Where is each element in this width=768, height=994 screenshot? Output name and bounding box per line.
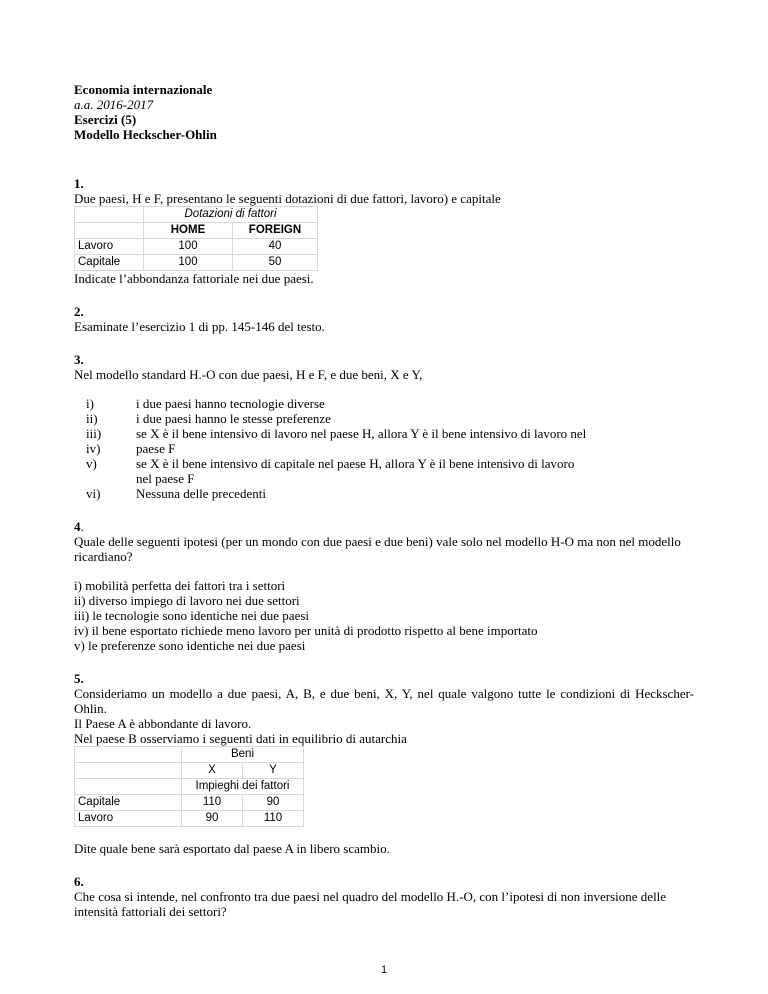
table-subcaption: Impieghi dei fattori <box>182 779 304 795</box>
table-row <box>75 779 304 795</box>
ex1-endowment-table <box>74 206 318 271</box>
ex5-factor-table <box>74 746 304 827</box>
model-title: Modello Heckscher-Ohlin <box>74 127 217 142</box>
row-label: Lavoro <box>75 239 144 255</box>
table-row <box>75 255 318 271</box>
ex4-text: Quale delle seguenti ipotesi (per un mondo con due paesi e due beni) vale solo nel modello H-O ma non nel modello ricardiano? <box>74 534 681 564</box>
row-label: Capitale <box>75 255 144 271</box>
table-cell: 110 <box>182 795 243 811</box>
list-item: v) se X è il bene intensivo di capitale nel paese H, allora Y è il bene intensivo di lavoro nel paese F <box>86 456 575 486</box>
table-cell: 50 <box>233 255 318 271</box>
ex5-question: Dite quale bene sarà esportato dal paese A in libero scambio. <box>74 841 390 856</box>
table-cell: 100 <box>144 255 233 271</box>
list-item: i) i due paesi hanno tecnologie diverse <box>86 396 325 411</box>
table-row <box>75 763 304 779</box>
list-item: iii) le tecnologie sono identiche nei due paesi <box>74 608 310 623</box>
table-cell: 90 <box>182 811 243 827</box>
table-row <box>75 223 318 239</box>
ex3-options-list <box>74 396 714 501</box>
col-header-foreign: FOREIGN <box>233 223 318 239</box>
row-label: Lavoro <box>75 811 182 827</box>
ex3-number: 3. <box>74 352 84 367</box>
page-number: 1 <box>380 964 388 976</box>
col-header-x: X <box>182 763 243 779</box>
academic-year: a.a. 2016-2017 <box>74 97 154 112</box>
list-item: vi) Nessuna delle precedenti <box>86 486 266 501</box>
list-item: i) mobilità perfetta dei fattori tra i settori <box>74 578 286 593</box>
ex1-text: Due paesi, H e F, presentano le seguenti dotazioni di due fattori, lavoro) e capitale <box>74 191 501 206</box>
ex6-number: 6. <box>74 874 84 889</box>
ex5-number: 5. <box>74 671 84 686</box>
table-cell: 100 <box>144 239 233 255</box>
ex5-line2: Il Paese A è abbondante di lavoro. <box>74 716 252 731</box>
row-label: Capitale <box>75 795 182 811</box>
ex1-number: 1. <box>74 176 84 191</box>
exercise-set: Esercizi (5) <box>74 112 137 127</box>
table-row <box>75 239 318 255</box>
table-cell: 110 <box>243 811 304 827</box>
course-title: Economia internazionale <box>74 82 213 97</box>
list-item: ii) i due paesi hanno le stesse preferenze <box>86 411 331 426</box>
table-row <box>75 811 304 827</box>
list-item: iv) paese F <box>86 441 176 456</box>
list-item: iv) il bene esportato richiede meno lavoro per unità di prodotto rispetto al bene importato <box>74 623 538 638</box>
ex5-text: Consideriamo un modello a due paesi, A, B, e due beni, X, Y, nel quale valgono tutte le condizioni di Heckscher-Ohlin. <box>74 686 694 716</box>
ex2-text: Esaminate l’esercizio 1 di pp. 145-146 del testo. <box>74 319 325 334</box>
ex2-number: 2. <box>74 304 84 319</box>
ex4-number: 4 <box>74 519 81 534</box>
table-cell: 90 <box>243 795 304 811</box>
document-page: Economia internazionale a.a. 2016-2017 Esercizi (5) Modello Heckscher-Ohlin 1. Due paesi, H e F, presentano le seguenti dotazioni di due fattori, lavoro) e capitale Dotazioni di fattori HOME FOREIGN Lavoro 100 40 Capitale 100 50 Indicate l’abbondanza fattoriale nei due paesi. 2. Esaminate l’esercizio 1 di pp. 145-146 del testo. 3. Nel modello standard H.-O con due paesi, H e F, e due beni, X e Y, i) i due paesi hanno tecnologie diverse ii) i due paesi hanno le stesse preferenze iii) se X è il bene intensivo di lavoro nel paese H, allora Y è il bene intensivo di lavoro nel iv) paese F v) se X è il bene intensivo di capitale nel paese H, allora Y è il bene intensivo di lavoro nel paese F vi) Nessuna delle precedenti 4. Quale delle seguenti ipotesi (per un mondo con due paesi e due beni) vale solo nel modello H-O ma non nel modello ricardiano? i) mobilità perfetta dei fattori tra i settori ii) diverso impiego di lavoro nei due settori iii) le tecnologie sono identiche nei due paesi iv) il bene esportato richiede meno lavoro per unità di prodotto rispetto al bene importato v) le preferenze sono identiche nei due paesi 5. Consideriamo un modello a due paesi, A, B, e due beni, X, Y, nel quale valgono tutte le condizioni di Heckscher-Ohlin. Il Paese A è abbondante di lavoro. Nel paese B osserviamo i seguenti dati in equilibrio di autarchia Beni X Y Impieghi dei fattori Capitale 110 90 Lavoro 90 110 Dite quale bene sarà esportato dal paese A in libero scambio. 6. Che cosa si intende, nel confronto tra due paesi nel quadro del modello H.-O, con l’ipotesi di non inversione delle intensità fattoriali dei settori? <box>74 82 714 919</box>
table-row <box>75 207 318 223</box>
table-row <box>75 795 304 811</box>
list-item: v) le preferenze sono identiche nei due paesi <box>74 638 306 653</box>
table-row <box>75 747 304 763</box>
list-item: iii) se X è il bene intensivo di lavoro nel paese H, allora Y è il bene intensivo di lavoro nel <box>86 426 587 441</box>
col-header-y: Y <box>243 763 304 779</box>
col-header-home: HOME <box>144 223 233 239</box>
table-caption: Dotazioni di fattori <box>144 207 318 223</box>
table-cell: 40 <box>233 239 318 255</box>
ex1-question: Indicate l’abbondanza fattoriale nei due paesi. <box>74 271 314 286</box>
ex3-text: Nel modello standard H.-O con due paesi, H e F, e due beni, X e Y, <box>74 367 423 382</box>
list-item: ii) diverso impiego di lavoro nei due settori <box>74 593 300 608</box>
ex6-text: Che cosa si intende, nel confronto tra due paesi nel quadro del modello H.-O, con l’ipotesi di non inversione delle intensità fattoriali dei settori? <box>74 889 667 919</box>
ex5-line3: Nel paese B osserviamo i seguenti dati in equilibrio di autarchia <box>74 731 407 746</box>
table-caption: Beni <box>182 747 304 763</box>
